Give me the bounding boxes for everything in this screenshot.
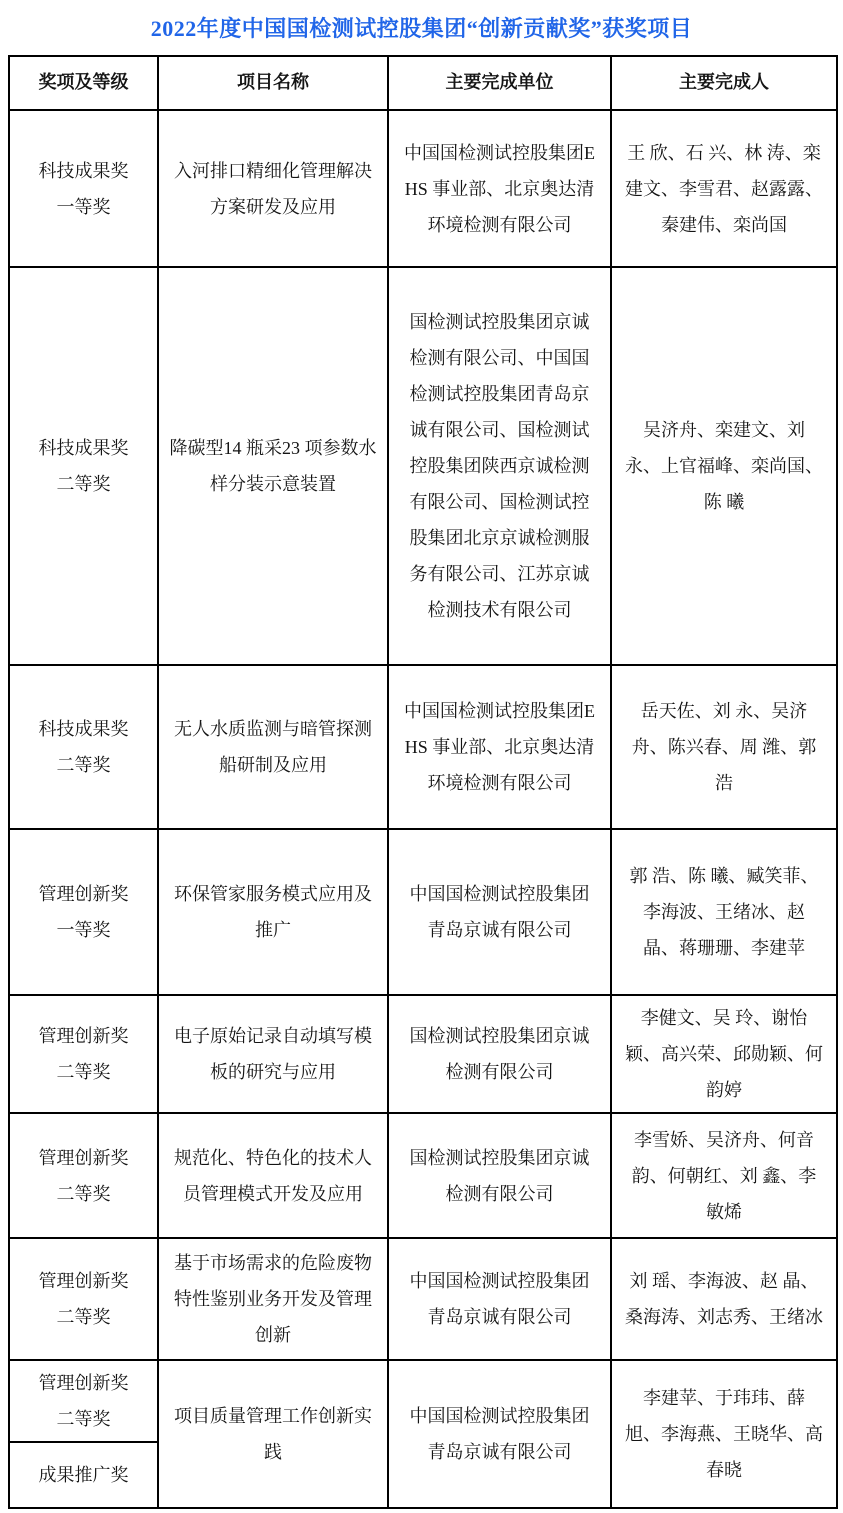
award-line: 科技成果奖 bbox=[38, 438, 129, 458]
award-cell bbox=[9, 1113, 158, 1238]
award-cell bbox=[9, 1442, 158, 1508]
award-line: 二等奖 bbox=[56, 1409, 111, 1429]
award-cell bbox=[9, 1360, 158, 1442]
unit-cell: 中国国检测试控股集团青岛京诚有限公司 bbox=[388, 1238, 611, 1360]
unit-cell: 中国国检测试控股集团EHS 事业部、北京奥达清环境检测有限公司 bbox=[388, 110, 611, 267]
table-row bbox=[9, 1360, 837, 1442]
column-header-1: 项目名称 bbox=[158, 56, 388, 110]
column-header-3: 主要完成人 bbox=[611, 56, 837, 110]
table-row bbox=[9, 1238, 837, 1360]
award-cell bbox=[9, 267, 158, 665]
project-cell: 环保管家服务模式应用及推广 bbox=[158, 829, 388, 995]
project-cell: 基于市场需求的危险废物特性鉴别业务开发及管理创新 bbox=[158, 1238, 388, 1360]
unit-cell: 国检测试控股集团京诚检测有限公司、中国国检测试控股集团青岛京诚有限公司、国检测试控股集团陕西京诚检测有限公司、国检测试控股集团北京京诚检测服务有限公司、江苏京诚检测技术有限公司 bbox=[388, 267, 611, 665]
column-header-0: 奖项及等级 bbox=[9, 56, 158, 110]
unit-cell: 中国国检测试控股集团青岛京诚有限公司 bbox=[388, 829, 611, 995]
page-title: 2022年度中国国检测试控股集团“创新贡献奖”获奖项目 bbox=[150, 16, 693, 41]
award-cell bbox=[9, 110, 158, 267]
unit-cell: 中国国检测试控股集团EHS 事业部、北京奥达清环境检测有限公司 bbox=[388, 665, 611, 829]
persons-cell: 岳天佐、刘 永、吴济舟、陈兴春、周 潍、郭 浩 bbox=[611, 665, 837, 829]
table-row bbox=[9, 1113, 837, 1238]
award-cell bbox=[9, 829, 158, 995]
persons-cell: 李建苹、于玮玮、薛 旭、李海燕、王晓华、高春晓 bbox=[611, 1360, 837, 1508]
project-cell: 规范化、特色化的技术人员管理模式开发及应用 bbox=[158, 1113, 388, 1238]
award-line: 二等奖 bbox=[56, 474, 111, 494]
award-line: 二等奖 bbox=[56, 755, 111, 775]
project-cell: 项目质量管理工作创新实践 bbox=[158, 1360, 388, 1508]
table-row bbox=[9, 267, 837, 665]
table-row bbox=[9, 995, 837, 1113]
project-cell: 降碳型14 瓶采23 项参数水样分装示意装置 bbox=[158, 267, 388, 665]
persons-cell: 王 欣、石 兴、林 涛、栾建文、李雪君、赵露露、秦建伟、栾尚国 bbox=[611, 110, 837, 267]
unit-cell: 国检测试控股集团京诚检测有限公司 bbox=[388, 1113, 611, 1238]
persons-cell: 郭 浩、陈 曦、臧笑菲、李海波、王绪冰、赵 晶、蒋珊珊、李建苹 bbox=[611, 829, 837, 995]
persons-cell: 刘 瑶、李海波、赵 晶、桑海涛、刘志秀、王绪冰 bbox=[611, 1238, 837, 1360]
awards-table bbox=[8, 55, 838, 1509]
award-line: 管理创新奖 bbox=[38, 1271, 129, 1291]
award-line: 科技成果奖 bbox=[38, 719, 129, 739]
persons-cell: 李雪娇、吴济舟、何音韵、何朝红、刘 鑫、李敏烯 bbox=[611, 1113, 837, 1238]
award-cell bbox=[9, 665, 158, 829]
award-line: 管理创新奖 bbox=[38, 1026, 129, 1046]
table-row bbox=[9, 665, 837, 829]
award-line: 二等奖 bbox=[56, 1183, 111, 1204]
award-line: 二等奖 bbox=[56, 1307, 111, 1327]
unit-cell: 国检测试控股集团京诚检测有限公司 bbox=[388, 995, 611, 1113]
unit-cell: 中国国检测试控股集团青岛京诚有限公司 bbox=[388, 1360, 611, 1508]
award-line: 成果推广奖 bbox=[38, 1465, 129, 1485]
project-cell: 入河排口精细化管理解决方案研发及应用 bbox=[158, 110, 388, 267]
award-line: 一等奖 bbox=[56, 196, 111, 217]
award-line: 二等奖 bbox=[56, 1062, 111, 1082]
award-line: 科技成果奖 bbox=[38, 160, 129, 181]
persons-cell: 李健文、吴 玲、谢怡颖、高兴荣、邱勋颖、何韵婷 bbox=[611, 995, 837, 1113]
table-header-row bbox=[9, 56, 837, 110]
award-cell bbox=[9, 995, 158, 1113]
award-line: 一等奖 bbox=[56, 920, 111, 940]
award-line: 管理创新奖 bbox=[38, 1147, 129, 1168]
persons-cell: 吴济舟、栾建文、刘 永、上官福峰、栾尚国、陈 曦 bbox=[611, 267, 837, 665]
award-line: 管理创新奖 bbox=[38, 884, 129, 904]
award-cell bbox=[9, 1238, 158, 1360]
column-header-2: 主要完成单位 bbox=[388, 56, 611, 110]
project-cell: 电子原始记录自动填写模板的研究与应用 bbox=[158, 995, 388, 1113]
table-row bbox=[9, 110, 837, 267]
table-row bbox=[9, 829, 837, 995]
project-cell: 无人水质监测与暗管探测船研制及应用 bbox=[158, 665, 388, 829]
award-line: 管理创新奖 bbox=[38, 1373, 129, 1393]
